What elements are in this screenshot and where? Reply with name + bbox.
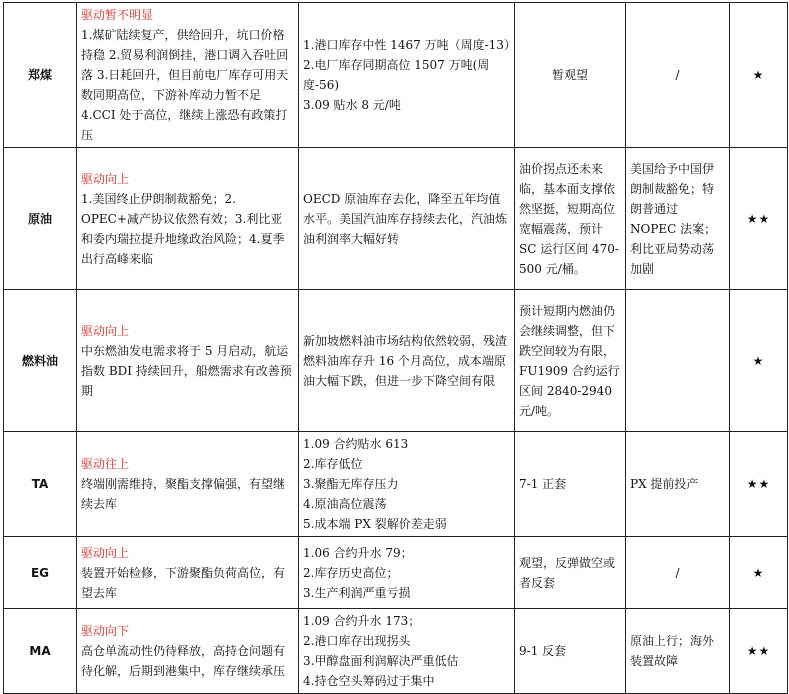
risk-cell: 原油上行；海外装置故障 — [626, 609, 730, 694]
commodity-name: 郑煤 — [4, 3, 77, 148]
strategy-cell: 9-1 反套 — [515, 609, 626, 694]
commodity-name: 燃料油 — [4, 290, 77, 432]
inventory-cell — [299, 290, 515, 432]
inventory-line: 3.生产利润严重亏损 — [303, 585, 411, 600]
risk-cell: / — [626, 537, 730, 609]
driver-cell — [77, 432, 299, 537]
driver-label: 驱动往上 — [81, 457, 130, 471]
inventory-line: OECD 原油库存去化，降至五年均值水平。美国汽油库存持续去化，汽油炼油利润率大幅好转 — [303, 191, 508, 246]
table-row — [4, 290, 788, 432]
inventory-line: 新加坡燃料油市场结构依然较弱，残渣燃料油库存升 16 个月高位，成本端原油大幅下跌，但进一步下降空间有限 — [303, 333, 508, 388]
inventory-line: 4.原油高位震荡 — [303, 497, 387, 511]
inventory-cell — [299, 609, 515, 694]
inventory-line: 1.09 合约贴水 613 — [303, 437, 409, 451]
driver-label: 驱动向上 — [81, 323, 130, 338]
commodity-table — [3, 2, 788, 694]
commodity-name: 原油 — [4, 148, 77, 290]
driver-cell — [77, 609, 299, 694]
risk-cell: PX 提前投产 — [626, 432, 730, 537]
driver-cell — [77, 3, 299, 148]
rating-stars: ★★ — [730, 609, 788, 694]
strategy-cell: 观望，反弹做空或者反套 — [515, 537, 626, 609]
commodity-name: TA — [4, 432, 77, 537]
strategy-cell: 油价拐点还未来临，基本面支撑依然坚挺，短期高位宽幅震荡，预计 SC 运行区间 470-500 元/桶。 — [515, 148, 626, 290]
risk-cell: / — [626, 3, 730, 148]
inventory-line: 3.09 贴水 8 元/吨 — [303, 98, 401, 112]
driver-label: 驱动向上 — [81, 545, 130, 560]
driver-label: 驱动向下 — [81, 624, 130, 638]
driver-cell — [77, 148, 299, 290]
inventory-cell — [299, 537, 515, 609]
table-row — [4, 432, 788, 537]
table-row — [4, 3, 788, 148]
rating-stars: ★★ — [730, 148, 788, 290]
inventory-cell — [299, 432, 515, 537]
inventory-cell — [299, 3, 515, 148]
risk-cell — [626, 290, 730, 432]
inventory-cell — [299, 148, 515, 290]
table-row — [4, 609, 788, 694]
driver-factors: 终端刚需维持，聚酯支撑偏强，有望继续去库 — [81, 477, 286, 511]
inventory-line: 4.持仓空头筹码过于集中 — [303, 674, 435, 688]
strategy-cell: 预计短期内燃油仍会继续调整，但下跌空间较为有限，FU1909 合约运行区间 2840-2940 元/吨。 — [515, 290, 626, 432]
rating-stars: ★ — [730, 290, 788, 432]
inventory-line: 1.06 合约升水 79； — [303, 545, 413, 560]
driver-label: 驱动向上 — [81, 171, 130, 186]
commodity-name: MA — [4, 609, 77, 694]
strategy-cell: 暂观望 — [515, 3, 626, 148]
rating-stars: ★★ — [730, 432, 788, 537]
inventory-line: 2.港口库存出现拐头 — [303, 634, 411, 648]
driver-factors: 中东燃油发电需求将于 5 月启动，航运指数 BDI 持续回升，船燃需求有改善预期 — [81, 343, 292, 398]
driver-label: 驱动暂不明显 — [81, 8, 154, 22]
inventory-line: 2.库存历史高位； — [303, 565, 399, 580]
rating-stars: ★ — [730, 3, 788, 148]
rating-stars: ★ — [730, 537, 788, 609]
inventory-line: 1.港口库存中性 1467 万吨（周度-13） — [303, 38, 516, 52]
inventory-line: 2.电厂库存同期高位 1507 万吨(周度-56) — [303, 58, 490, 92]
driver-factors: 1.煤矿陆续复产，供给回升，坑口价格持稳 2.贸易利润倒挂，港口调入吞吐回落 3.日耗回升，但目前电厂库存可用天数同期高位，下游补库动力暂不足 4.CCI 处于高位，继续上涨恐有政策打压 — [81, 28, 289, 142]
table-row — [4, 537, 788, 609]
inventory-line: 3.甲醇盘面利润解决严重低估 — [303, 654, 459, 668]
driver-cell — [77, 537, 299, 609]
inventory-line: 5.成本端 PX 裂解价差走弱 — [303, 517, 447, 531]
commodity-name: EG — [4, 537, 77, 609]
table-row — [4, 148, 788, 290]
driver-factors: 1.美国终止伊朗制裁豁免；2. OPEC+减产协议依然有效；3.利比亚和委内瑞拉提升地缘政治风险；4.夏季出行高峰来临 — [81, 191, 285, 266]
risk-cell: 美国给予中国伊朗制裁豁免；特朗普通过 NOPEC 法案；利比亚局势动荡加剧 — [626, 148, 730, 290]
driver-factors: 高仓单流动性仍待释放，高持仓问题有待化解，后期到港集中，库存继续承压 — [81, 644, 286, 678]
driver-cell — [77, 290, 299, 432]
inventory-line: 3.聚酯无库存压力 — [303, 477, 399, 491]
inventory-line: 2.库存低位 — [303, 457, 363, 471]
inventory-line: 1.09 合约升水 173； — [303, 614, 421, 628]
strategy-cell: 7-1 正套 — [515, 432, 626, 537]
driver-factors: 装置开始检修，下游聚酯负荷高位，有望去库 — [81, 565, 286, 600]
